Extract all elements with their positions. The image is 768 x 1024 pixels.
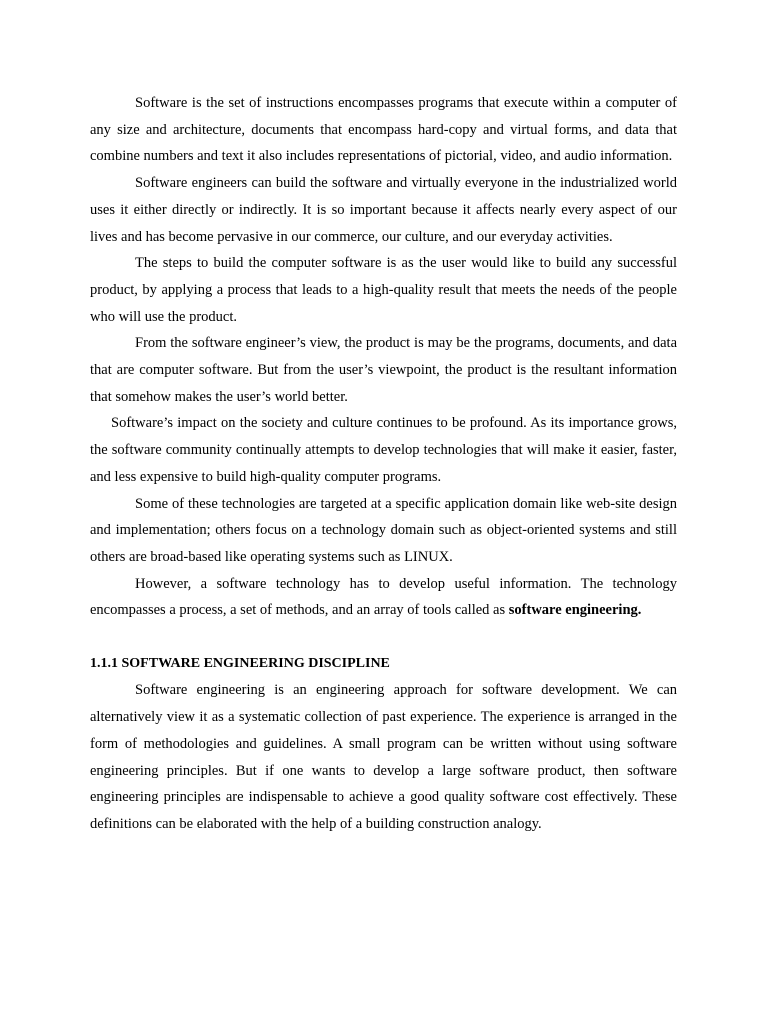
paragraph-2: Software engineers can build the software and virtually everyone in the industrialized world uses it either directly or indirectly. It is so important because it affects nearly every aspect of our lives and has become pervasive in our commerce, our culture, and our everyday activities. xyxy=(90,175,677,245)
paragraph-3: The steps to build the computer software is as the user would like to build any successful product, by applying a process that leads to a high-quality result that meets the needs of the people who will use the product. xyxy=(90,255,677,325)
document-body xyxy=(90,90,677,838)
paragraph-4: From the software engineer’s view, the product is may be the programs, documents, and data that are computer software. But from the user’s viewpoint, the product is the resultant information that somehow makes the user’s world better. xyxy=(90,335,677,405)
paragraph-5: Software’s impact on the society and culture continues to be profound. As its importance grows, the software community continually attempts to develop technologies that will make it easier, faster, and less expensive to build high-quality computer programs. xyxy=(90,415,677,485)
paragraph-1: Software is the set of instructions encompasses programs that execute within a computer of any size and architecture, documents that encompass hard-copy and virtual forms, and data that combine numbers and text it also includes representations of pictorial, video, and audio information. xyxy=(90,95,677,165)
section-paragraph: Software engineering is an engineering approach for software development. We can alternatively view it as a systematic collection of past experience. The experience is arranged in the form of methodologies and guidelines. A small program can be written without using software engineering principles. But if one wants to develop a large software product, then software engineering principles are indispensable to achieve a good quality software cost effectively. These definitions can be elaborated with the help of a building construction analogy. xyxy=(90,682,677,832)
paragraph-6: Some of these technologies are targeted at a specific application domain like web-site design and implementation; others focus on a technology domain such as object-oriented systems and still others are broad-based like operating systems such as LINUX. xyxy=(90,495,677,565)
section-heading: 1.1.1 SOFTWARE ENGINEERING DISCIPLINE xyxy=(90,655,390,671)
paragraph-7-bold-term: software engineering. xyxy=(508,602,642,619)
paragraph-7 xyxy=(90,571,677,624)
paragraph-7-text: However, a software technology has to develop useful information. The technology encompasses a process, a set of methods, and an array of tools called as xyxy=(90,575,677,619)
